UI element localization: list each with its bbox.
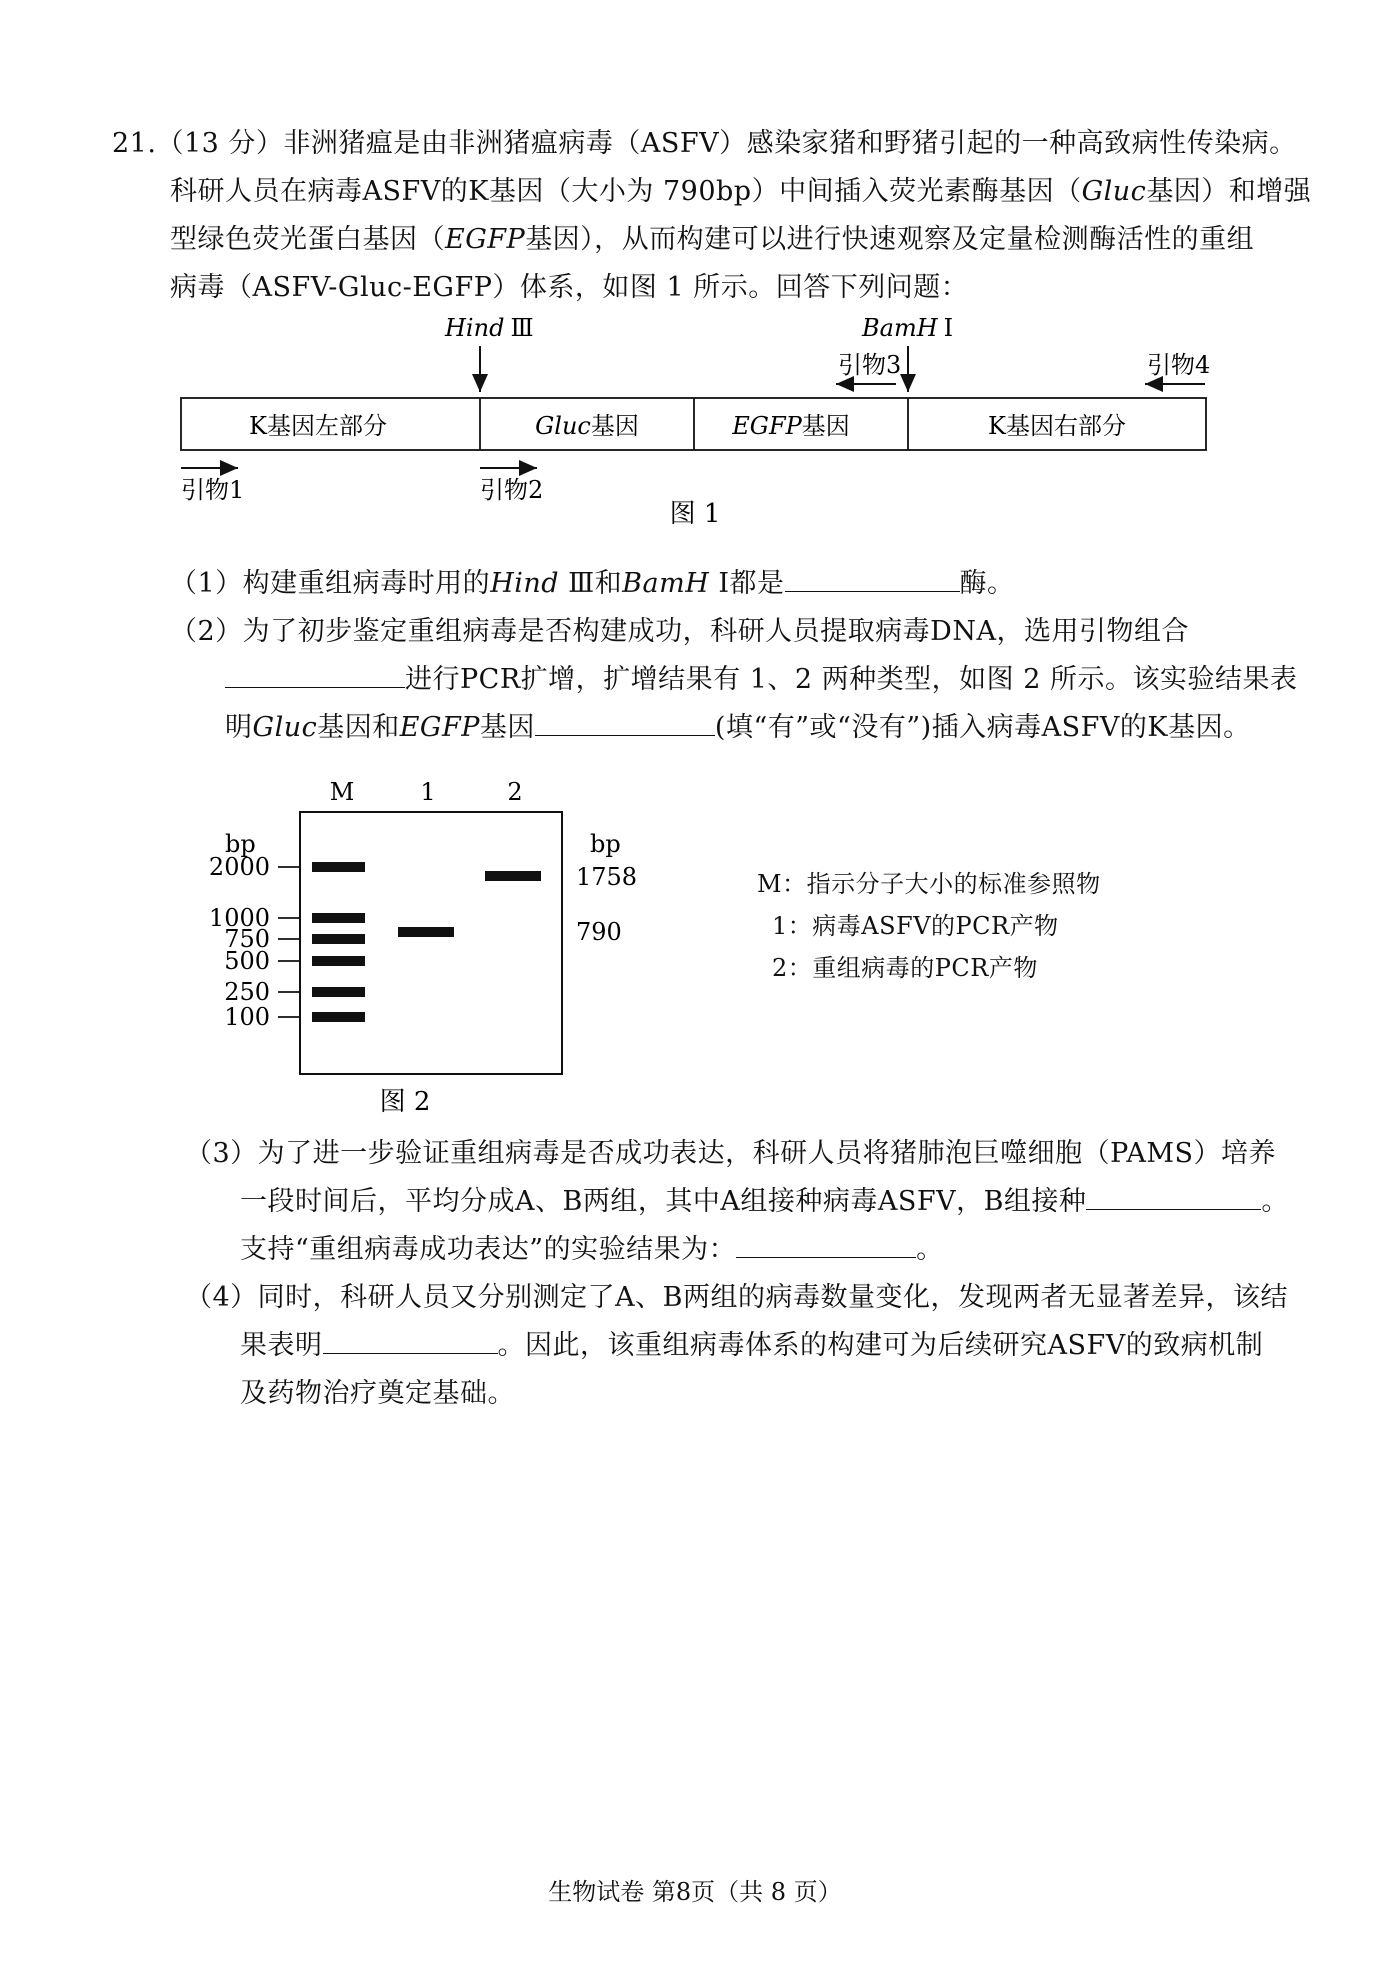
sub4-text: 。因此，该重组病毒体系的构建可为后续研究ASFV的致病机制 [497,1330,1264,1361]
sub2-text: 明 [225,712,253,743]
figure-2-gel [0,760,1390,1140]
answer-blank-3b[interactable] [736,1227,916,1258]
sub-question-2-line-3 [225,704,1251,752]
sub3-text: 。 [916,1234,944,1265]
sub-question-2-line-2 [225,656,1298,704]
enzyme-bamh: BamH [622,568,710,599]
answer-blank-2b[interactable] [535,705,715,736]
sub2-text: 基因和 [317,712,400,743]
sub3-text: 一段时间后，平均分成A、B两组，其中A组接种病毒ASFV，B组接种 [240,1186,1087,1217]
sub-question-3-line-2 [240,1178,1289,1226]
marker-size-label: 100 [224,1003,270,1031]
band-size-label: 1758 [576,863,638,891]
gene-name-egfp: EGFP [399,712,480,743]
enzyme-hind: Hind [490,568,560,599]
sub-question-4-line-2 [240,1322,1263,1370]
sub-question-1 [170,560,1015,608]
primer-1-label: 引物1 [181,476,245,504]
sub2-text: (填“有”或“没有”)插入病毒ASFV的K基因。 [714,712,1251,743]
lane-1-band [398,927,454,937]
figure-1-gene-map [0,0,1390,540]
sub3-text: 支持“重组病毒成功表达”的实验结果为： [240,1234,737,1265]
intro-text: 基因），从而构建可以进行快速观察及定量检测酶活性的重组 [525,224,1255,255]
primer-4-label: 引物4 [1147,351,1211,379]
legend-item-1: 1：病毒ASFV的PCR产物 [772,912,1059,940]
intro-text: 型绿色荧光蛋白基因（ [170,224,445,255]
sub1-text: 酶。 [959,568,1015,599]
marker-band [312,934,365,944]
lane-label-2: 2 [507,778,523,806]
lane-label-1: 1 [420,778,436,806]
sub-question-3-line-1: （3）为了进一步验证重组病毒是否成功表达，科研人员将猪肺泡巨噬细胞（PAMS）培养 [185,1138,1277,1169]
gene-name-gluc: Gluc [252,712,318,743]
marker-size-label: 250 [224,978,270,1006]
marker-size-label: 750 [224,925,270,953]
answer-blank-1[interactable] [785,561,960,592]
segment-egfp: EGFP基因 [732,412,850,440]
intro-text: 基因）和增强 [1146,176,1312,207]
site-hind-iii-label: Hind Ⅲ [445,314,534,342]
primer-2-label: 引物2 [480,476,544,504]
answer-blank-3a[interactable] [1086,1179,1261,1210]
segment-k-left: K基因左部分 [249,412,387,440]
marker-band [312,987,365,997]
marker-size-label: 500 [224,947,270,975]
legend-item-2: 2：重组病毒的PCR产物 [772,954,1038,982]
legend-item-m: M：指示分子大小的标准参照物 [757,870,1101,898]
right-unit: bp [590,830,621,858]
site-bamh-i-label: BamH Ⅰ [862,314,954,342]
marker-band [312,862,365,872]
page-footer: 生物试卷 第8页（共 8 页） [548,1878,842,1906]
gene-name-gluc: Gluc [1081,176,1147,207]
sub1-text: Ⅰ都是 [709,568,785,599]
marker-band [312,913,365,923]
left-unit: bp [225,830,256,858]
sub3-text: 。 [1261,1186,1289,1217]
sub-question-2-line-1: （2）为了初步鉴定重组病毒是否构建成功，科研人员提取病毒DNA，选用引物组合 [170,616,1189,647]
gene-name-egfp: EGFP [445,224,526,255]
lane-2-band [485,871,541,881]
question-intro-line-1: 21.（13 分）非洲猪瘟是由非洲猪瘟病毒（ASFV）感染家猪和野猪引起的一种高致病性传染病。 [112,128,1297,159]
sub4-text: 果表明 [240,1330,323,1361]
marker-band [312,956,365,966]
sub-question-3-line-3 [240,1226,944,1274]
sub-question-4-line-1: （4）同时，科研人员又分别测定了A、B两组的病毒数量变化，发现两者无显著差异，该结 [185,1282,1289,1313]
segment-k-right: K基因右部分 [988,412,1126,440]
primer-3-label: 引物3 [838,351,902,379]
sub2-text: 基因 [479,712,535,743]
sub2-text: 进行PCR扩增，扩增结果有 1、2 两种类型，如图 2 所示。该实验结果表 [405,664,1298,695]
intro-text: 科研人员在病毒ASFV的K基因（大小为 790bp）中间插入荧光素酶基因（ [170,176,1082,207]
marker-size-label: 2000 [208,853,270,881]
question-intro-line-4: 病毒（ASFV-Gluc-EGFP）体系，如图 1 所示。回答下列问题： [170,272,969,303]
answer-blank-2a[interactable] [225,657,405,688]
figure-1-caption: 图 1 [669,499,721,529]
sub1-text: （1）构建重组病毒时用的 [170,568,491,599]
sub1-text: Ⅲ和 [559,568,623,599]
marker-band [312,1012,365,1022]
answer-blank-4[interactable] [323,1323,498,1354]
lane-label-m: M [329,778,355,806]
figure-2-caption: 图 2 [379,1087,431,1117]
sub-question-4-line-3: 及药物治疗奠定基础。 [240,1378,515,1409]
segment-gluc: Gluc基因 [535,412,639,440]
band-size-label: 790 [576,918,622,946]
marker-size-label: 1000 [208,904,270,932]
